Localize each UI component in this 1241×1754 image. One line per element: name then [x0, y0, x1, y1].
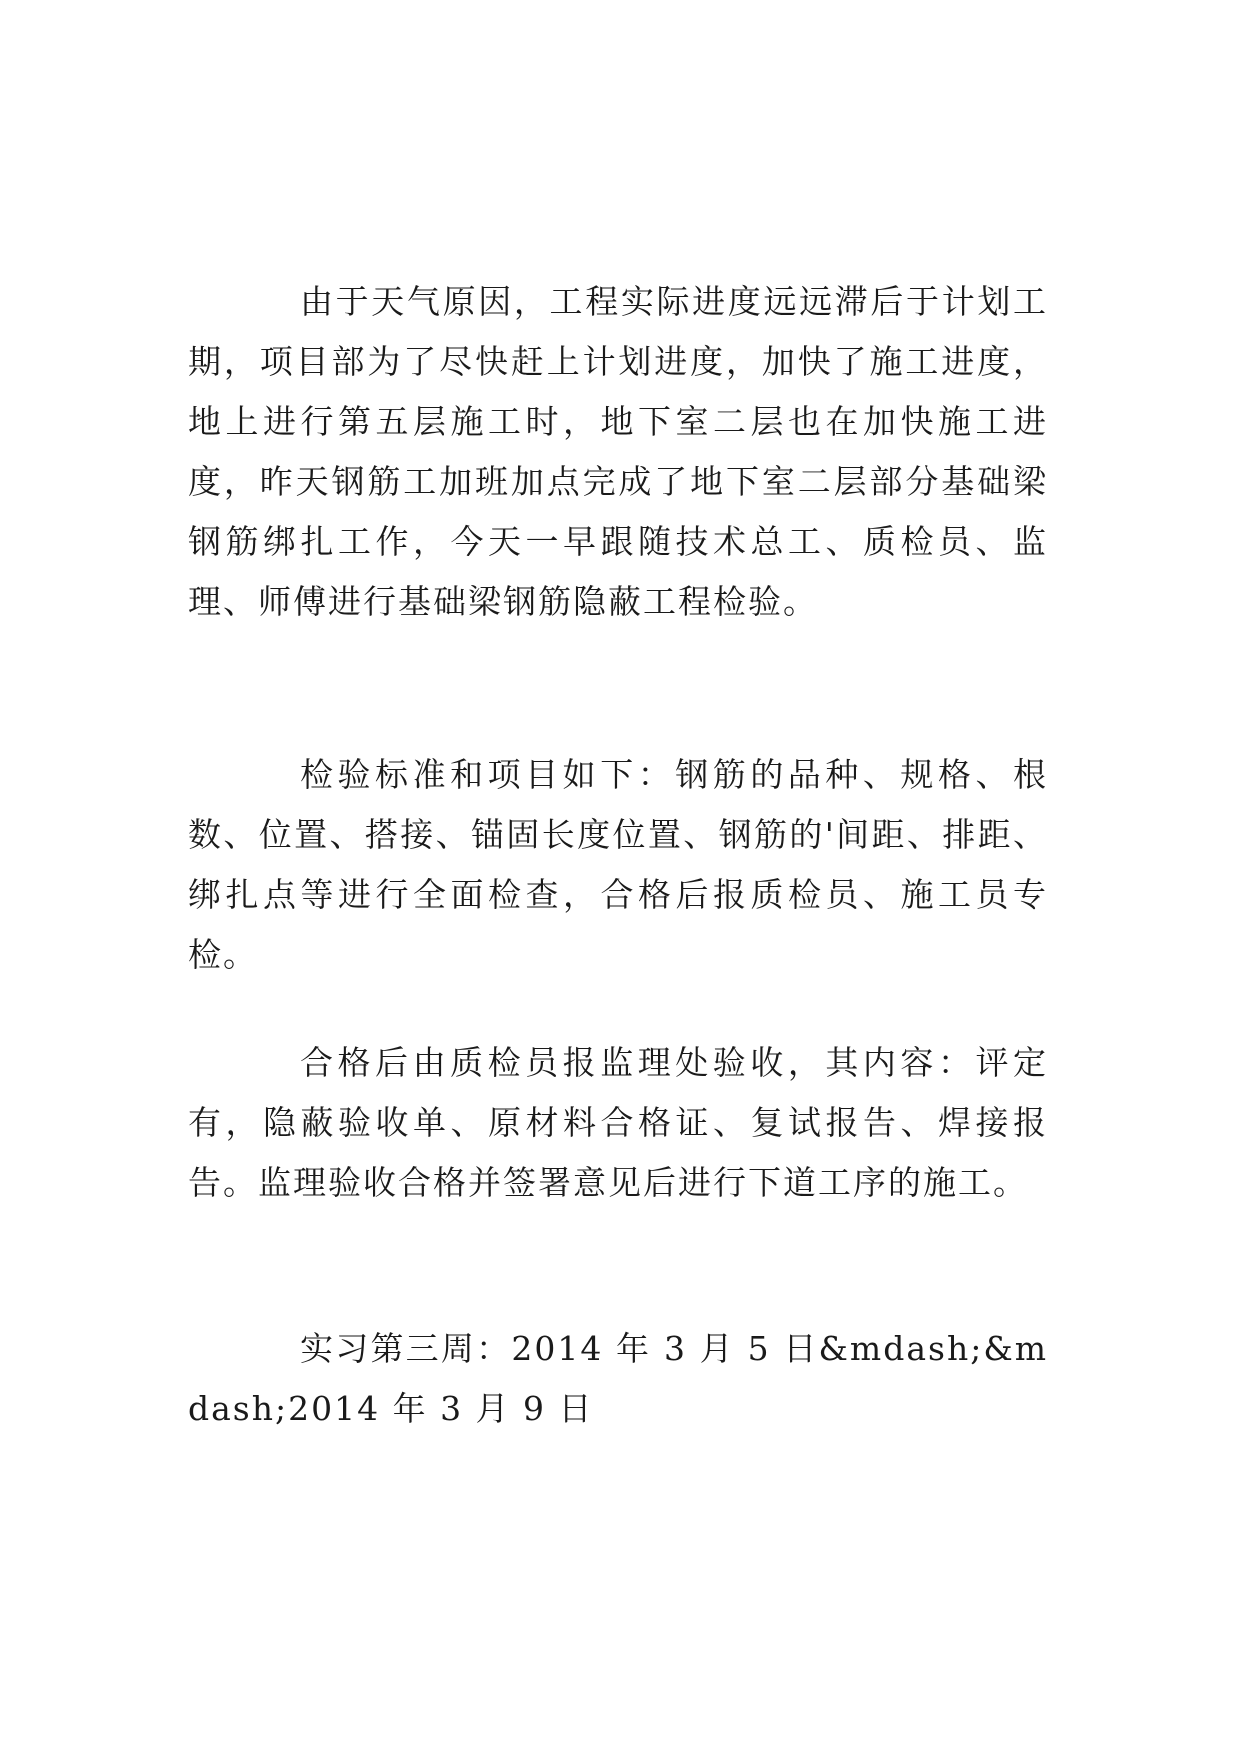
paragraph-weather-delay: 由于天气原因，工程实际进度远远滞后于计划工期，项目部为了尽快赶上计划进度，加快了施工进度，地上进行第五层施工时，地下室二层也在加快施工进度，昨天钢筋工加班加点完成了地下室二层部分基础梁钢筋绑扎工作，今天一早跟随技术总工、质检员、监理、师傅进行基础梁钢筋隐蔽工程检验。	[188, 282, 1048, 621]
paragraph-internship-week-heading: 实习第三周：2014 年 3 月 5 日&mdash;&mdash;2014 年 3 月 9 日	[188, 1329, 1048, 1428]
paragraph-supervision-acceptance: 合格后由质检员报监理处验收，其内容：评定有，隐蔽验收单、原材料合格证、复试报告、焊接报告。监理验收合格并签署意见后进行下道工序的施工。	[188, 1043, 1048, 1202]
paragraph-inspection-standards: 检验标准和项目如下：钢筋的品种、规格、根数、位置、搭接、锚固长度位置、钢筋的'间距、排距、绑扎点等进行全面检查，合格后报质检员、施工员专检。	[188, 755, 1048, 974]
